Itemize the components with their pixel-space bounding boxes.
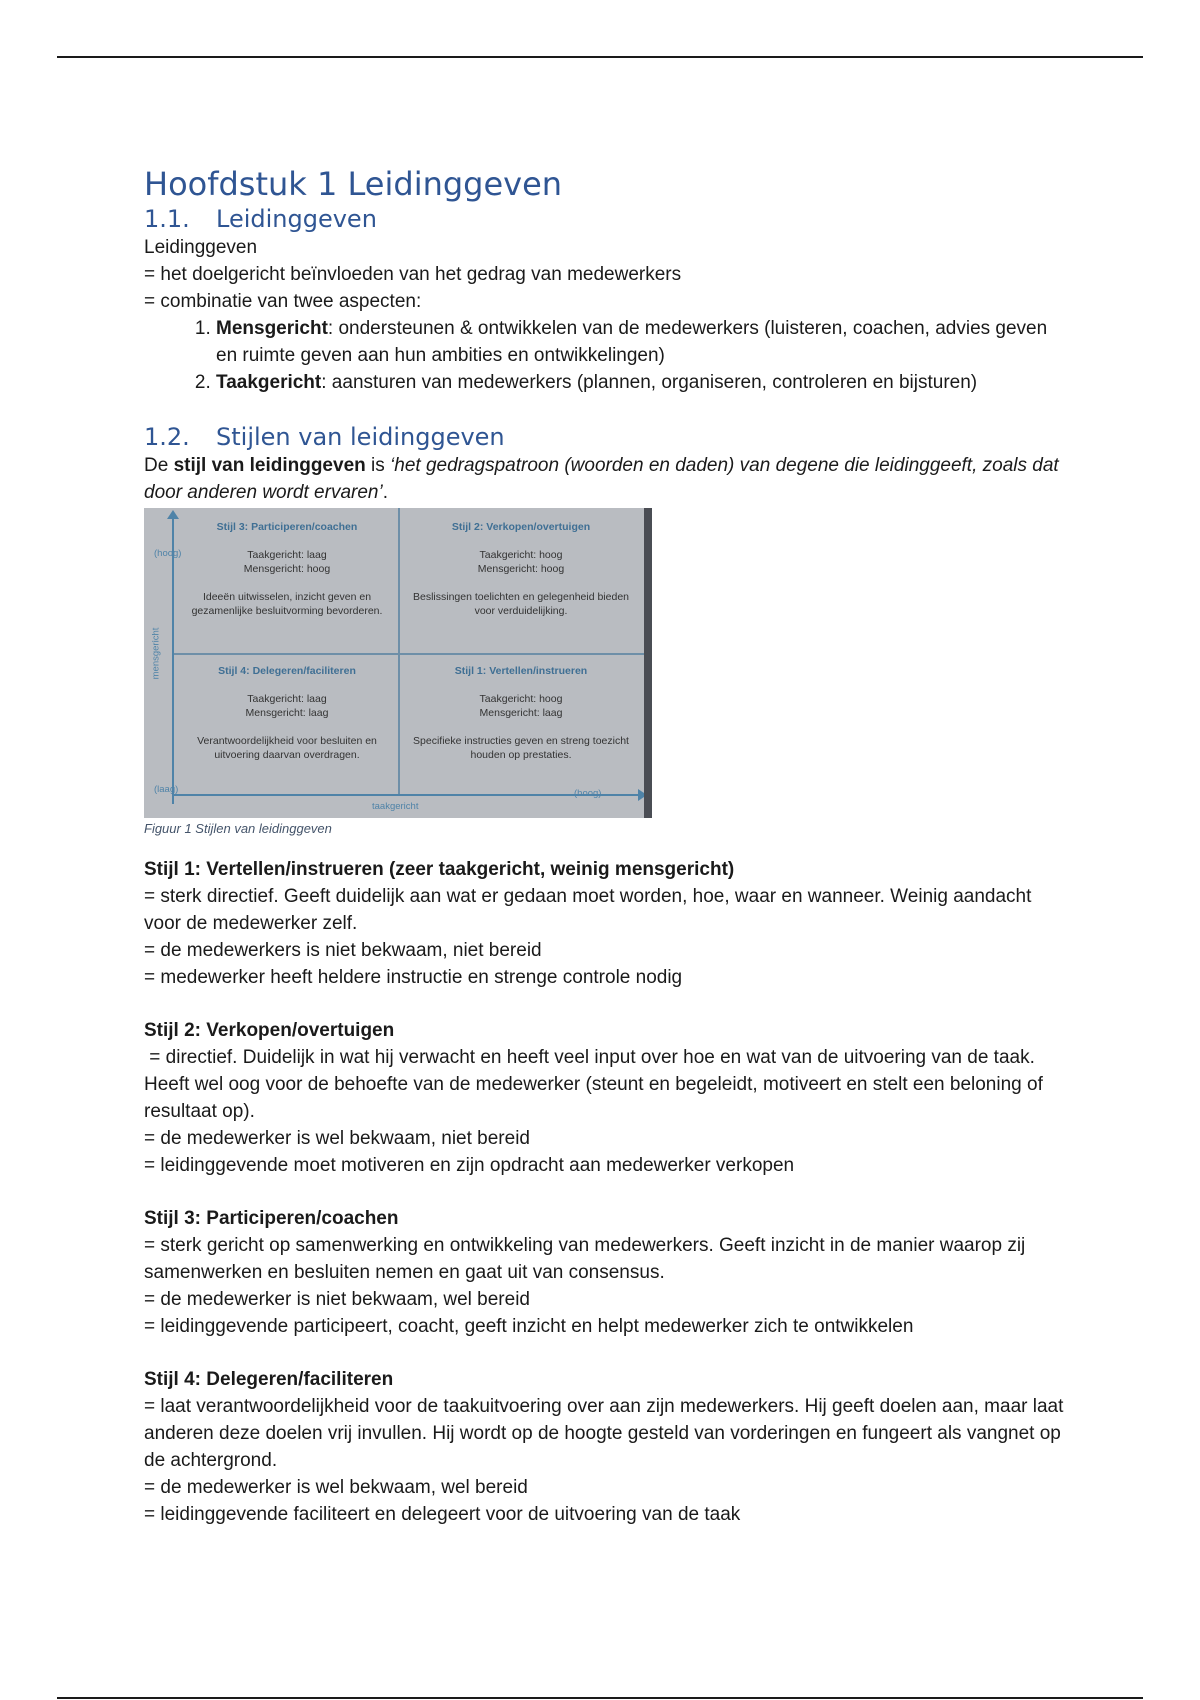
list-item: [216, 369, 1064, 396]
definition: : aansturen van medewerkers (plannen, organiseren, controleren en bijsturen): [321, 372, 978, 393]
quadrant-stijl-2: Stijl 2: Verkopen/overtuigen Taakgericht: hoog Mensgericht: hoog Beslissingen toelichten en gelegenheid bieden voor verduidelijking.: [413, 521, 629, 617]
style-block-4: [144, 1366, 1064, 1528]
quadrant-divider-vertical: [398, 508, 400, 794]
paragraph-line: = combinatie van twee aspecten:: [144, 291, 422, 312]
paragraph-line: = directief. Duidelijk in wat hij verwacht en heeft veel input over hoe en wat van de uitvoering van de taak. Heeft wel oog voor de behoefte van de medewerker (steunt en begeleidt, motiveert en stelt een beloning of resultaat op).: [144, 1047, 1049, 1122]
paragraph-line: = sterk gericht op samenwerking en ontwikkeling van medewerkers. Geeft inzicht in de manier waarop zij samenwerken en besluiten nemen en gaat uit van consensus.: [144, 1235, 1026, 1283]
y-axis-label: mensgericht: [150, 627, 162, 680]
paragraph-line: = leidinggevende moet motiveren en zijn opdracht aan medewerker verkopen: [144, 1155, 795, 1176]
quadrant-stijl-3: Stijl 3: Participeren/coachen Taakgericht: laag Mensgericht: hoog Ideeën uitwisselen, inzicht geven en gezamenlijke besluitvorming bevorderen.: [191, 521, 383, 617]
paragraph-line: = medewerker heeft heldere instructie en strenge controle nodig: [144, 967, 683, 988]
quadrant-stijl-1: Stijl 1: Vertellen/instrueren Taakgericht: hoog Mensgericht: laag Specifieke instructies geven en streng toezicht houden op prestaties.: [413, 665, 629, 761]
paragraph-line: = leidinggevende participeert, coacht, geeft inzicht en helpt medewerker zich te ontwikkelen: [144, 1316, 914, 1337]
leadership-styles-figure: [144, 508, 652, 818]
x-axis-high-label: (hoog): [574, 788, 602, 799]
quadrant-divider-horizontal: [174, 653, 644, 655]
quadrant-stijl-4: Stijl 4: Delegeren/faciliteren Taakgericht: laag Mensgericht: laag Verantwoordelijkheid voor besluiten en uitvoering daarvan overdragen.: [197, 665, 377, 761]
style-block-3: [144, 1205, 1064, 1340]
style-heading: Stijl 3: Participeren/coachen: [144, 1208, 399, 1229]
definition: : ondersteunen & ontwikkelen van de medewerkers (luisteren, coachen, advies geven en ruimte geven aan hun ambities en ontwikkelingen): [216, 318, 1048, 366]
paragraph-line: = de medewerker is niet bekwaam, wel bereid: [144, 1289, 530, 1310]
y-axis-high-label: (hoog): [154, 548, 182, 559]
chapter-title: Hoofdstuk 1 Leidinggeven: [144, 165, 563, 203]
section-title: Leidinggeven: [216, 205, 377, 233]
section-heading-1-1: [144, 204, 1064, 234]
intro-paragraph: De stijl van leidinggeven is ‘het gedragspatroon (woorden en daden) van degene die leidinggeeft, zoals dat door anderen wordt ervaren’.: [144, 455, 1059, 503]
paragraph-line: = de medewerker is wel bekwaam, niet bereid: [144, 1128, 530, 1149]
paragraph-line: = leidinggevende faciliteert en delegeert voor de uitvoering van de taak: [144, 1504, 741, 1525]
paragraph-line: = laat verantwoordelijkheid voor de taakuitvoering over aan zijn medewerkers. Hij geeft doelen aan, maar laat anderen deze doelen vrij invullen. Hij wordt op de hoogte gesteld van vorderingen en fungeert als vangnet op de achtergrond.: [144, 1396, 1064, 1471]
paragraph-line: = sterk directief. Geeft duidelijk aan wat er gedaan moet worden, hoe, waar en wanneer. Weinig aandacht voor de medewerker zelf.: [144, 886, 1032, 934]
paragraph-line: = het doelgericht beïnvloeden van het gedrag van medewerkers: [144, 264, 682, 285]
style-heading: Stijl 4: Delegeren/faciliteren: [144, 1369, 394, 1390]
style-heading: Stijl 2: Verkopen/overtuigen: [144, 1020, 395, 1041]
paragraph-line: Leidinggeven: [144, 237, 258, 258]
figure-caption: Figuur 1 Stijlen van leidinggeven: [144, 821, 332, 836]
term: Taakgericht: [216, 372, 322, 393]
style-block-2: [144, 1017, 1064, 1179]
paragraph-line: = de medewerkers is niet bekwaam, niet bereid: [144, 940, 542, 961]
section-number: 1.1.: [144, 205, 190, 233]
section-number: 1.2.: [144, 423, 190, 451]
paragraph-line: = de medewerker is wel bekwaam, wel bereid: [144, 1477, 528, 1498]
header-rule: [57, 56, 1143, 58]
style-heading: Stijl 1: Vertellen/instrueren (zeer taakgericht, weinig mensgericht): [144, 859, 735, 880]
arrow-up-icon: [167, 510, 179, 519]
section-heading-1-2: [144, 422, 1064, 452]
list-item: [216, 315, 1064, 369]
document-body: [144, 164, 1064, 1528]
footer-rule: [57, 1697, 1143, 1699]
x-axis-label: taakgericht: [372, 801, 419, 812]
section-title: Stijlen van leidinggeven: [216, 423, 505, 451]
term: Mensgericht: [216, 318, 328, 339]
axis-low-label: (laag): [154, 784, 179, 795]
aspects-list: [144, 315, 1064, 396]
style-block-1: [144, 856, 1064, 991]
